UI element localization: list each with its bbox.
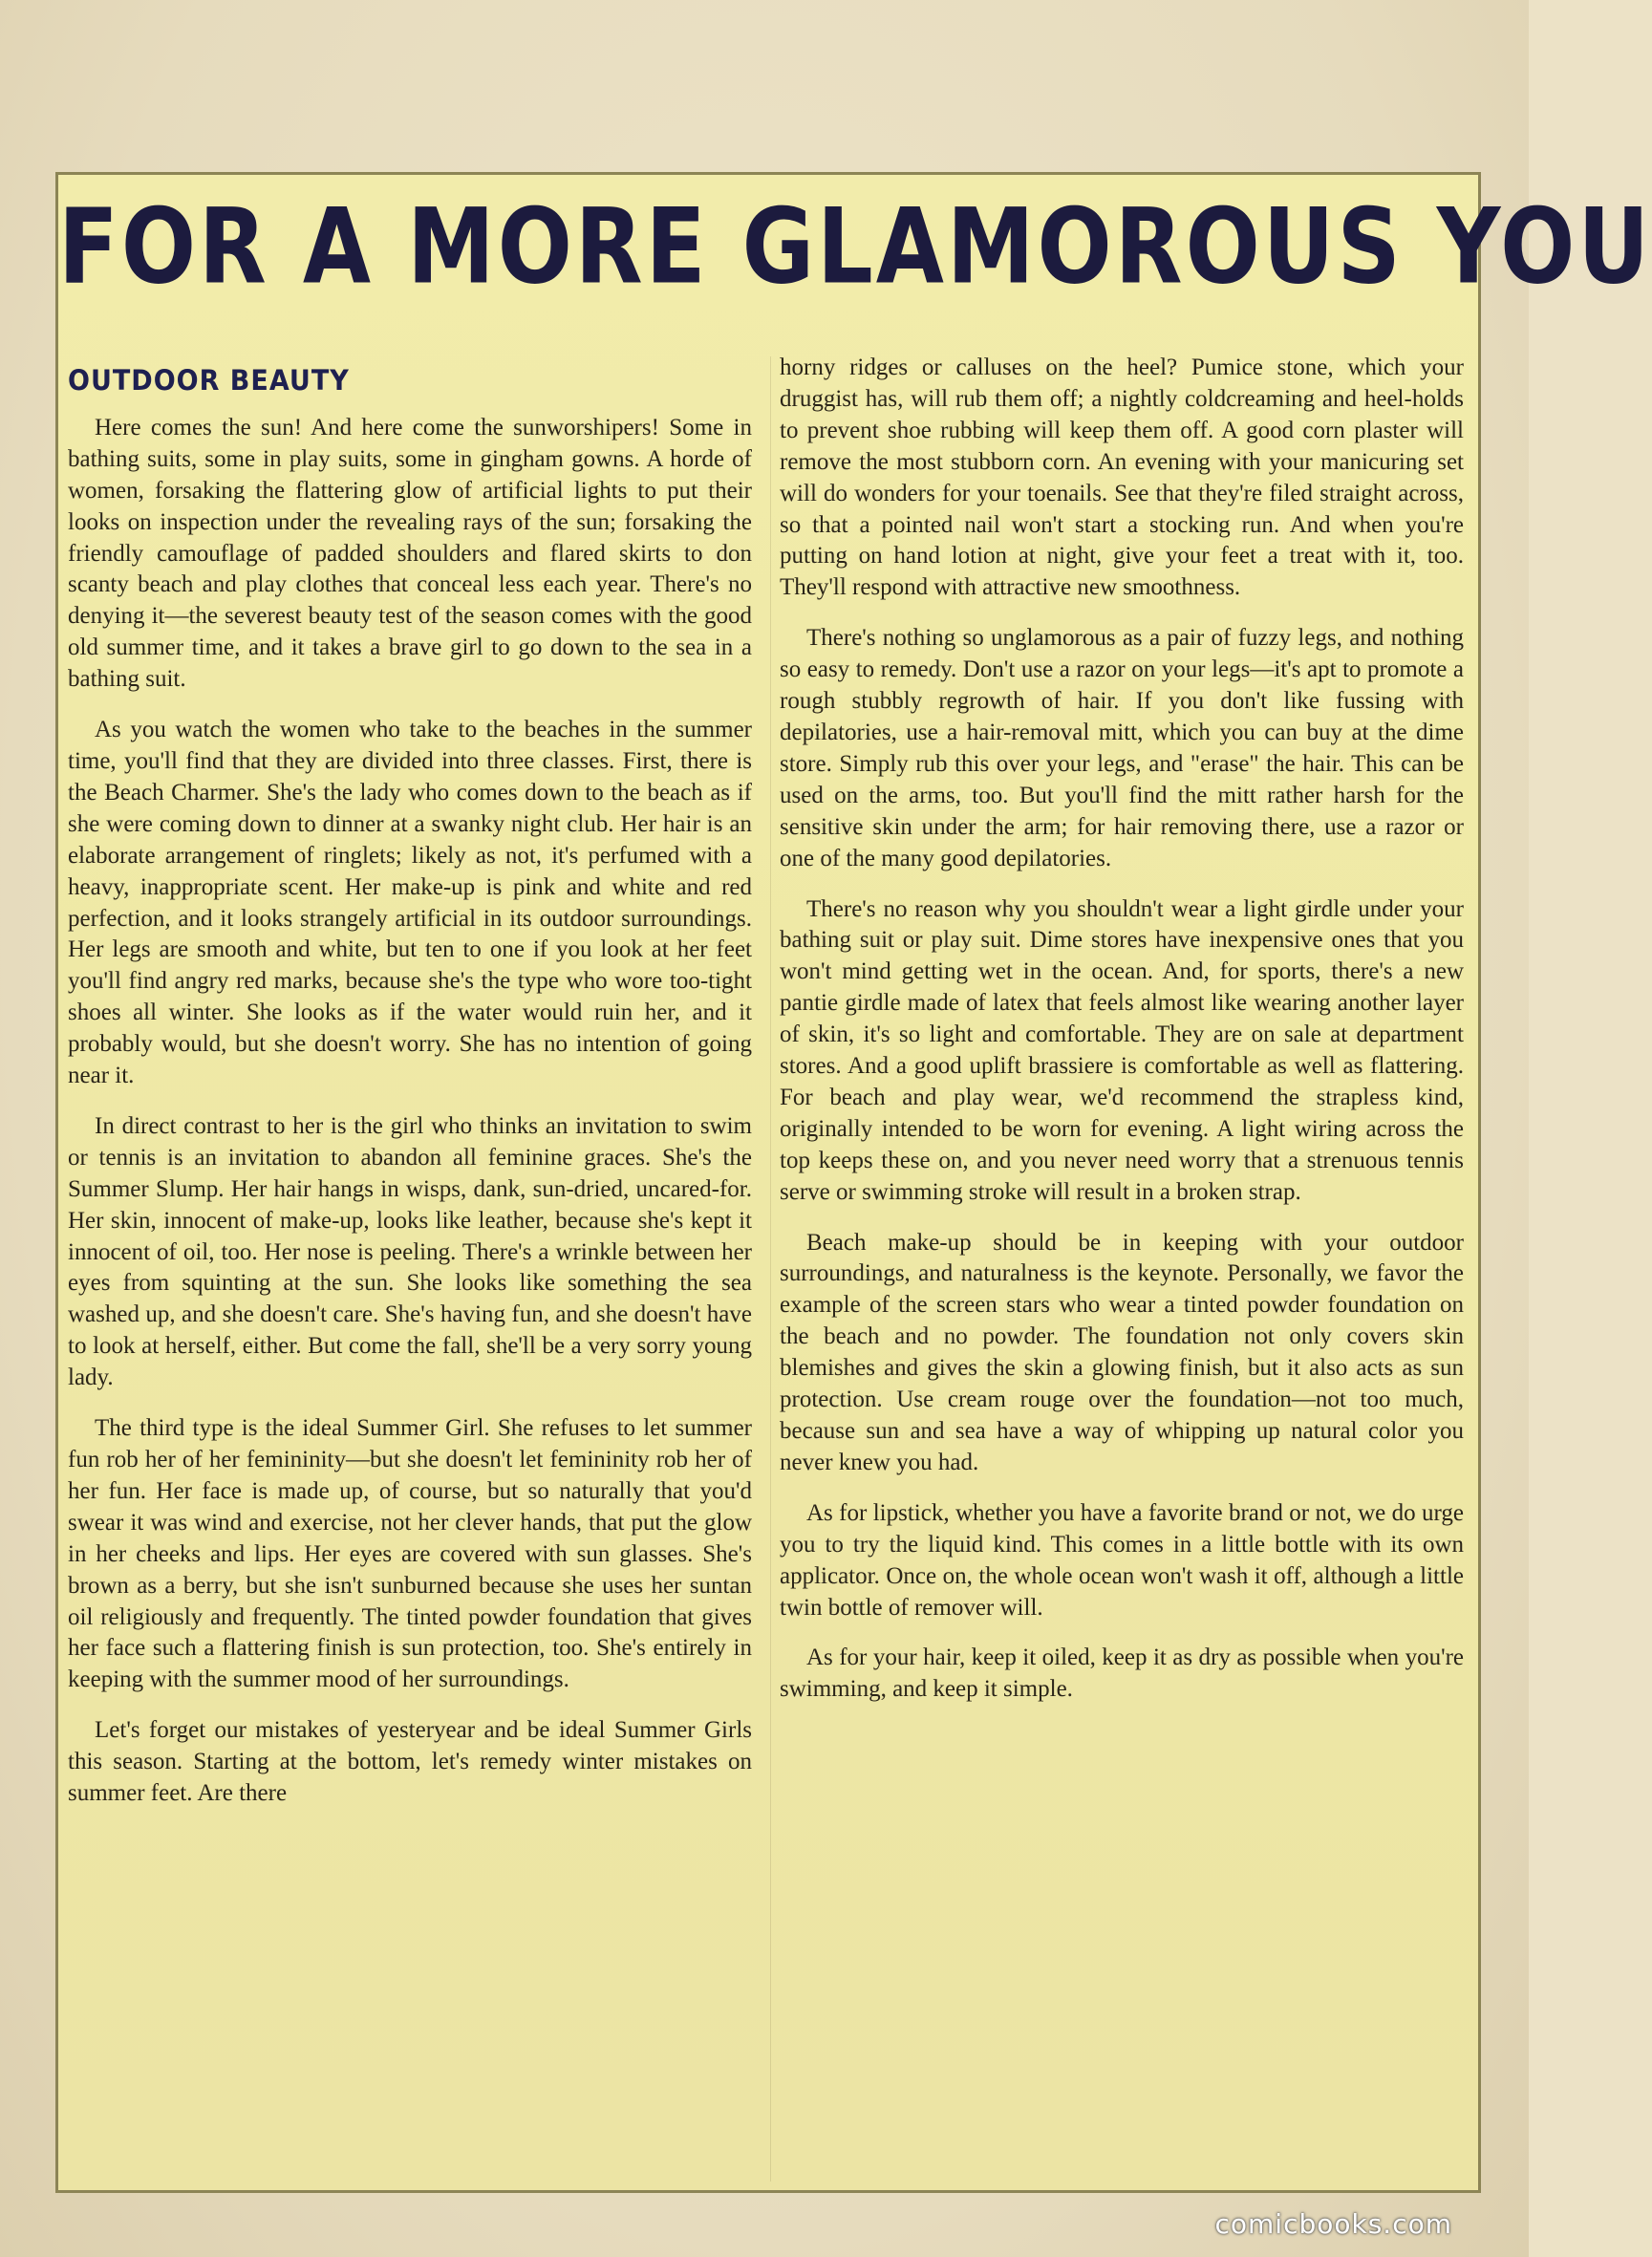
paragraph: In direct contrast to her is the girl who thinks an invitation to swim or tennis is an invitation to abandon all feminine graces. She's the Summer Slump. Her hair hangs in wisps, dank, sun-dried, uncared-for. Her skin, innocent of make-up, looks like leather, because she's kept it innocent of oil, too. Her nose is peeling. There's a wrinkle between her eyes from squinting at the sun. She looks like something the sea washed up, and she doesn't care. She's having fun, and she doesn't have to look at herself, either. But come the fall, she'll be a very sorry young lady. xyxy=(68,1112,752,1391)
paragraph: Here comes the sun! And here come the sunworshipers! Some in bathing suits, some in play suits, some in gingham gowns. A horde of women, forsaking the flattering glow of artificial lights to put their looks on inspection under the revealing rays of the sun; forsaking the friendly camouflage of padded shoulders and flared skirts to don scanty beach and play clothes that conceal less each year. There's no denying it—the severest beauty test of the season comes with the good old summer time, and it takes a brave girl to go down to the sea in a bathing suit. xyxy=(68,414,752,693)
right-column xyxy=(780,353,1464,1725)
paragraph: horny ridges or calluses on the heel? Pumice stone, which your druggist has, will rub them off; a nightly coldcreaming and heel-holds to prevent shoe rubbing will keep them off. A good corn plaster will remove the most stubborn corn. An evening with your manicuring set will do wonders for your toenails. See that they're filed straight across, so that a pointed nail won't start a stocking run. And when you're putting on hand lotion at night, give your feet a treat with it, too. They'll respond with attractive new smoothness. xyxy=(780,355,1464,601)
column-divider xyxy=(770,356,771,2182)
paragraph: As for your hair, keep it oiled, keep it as dry as possible when you're swimming, and keep it simple. xyxy=(780,1644,1464,1703)
left-column xyxy=(68,366,752,1829)
paragraph: Beach make-up should be in keeping with your outdoor surroundings, and naturalness is the keynote. Personally, we favor the example of the screen stars who wear a tinted powder foundation on the beach and no powder. The foundation not only covers skin blemishes and gives the skin a glowing finish, but it also acts as sun protection. Use cream rouge over the foundation—not too much, because sun and sea have a way of whipping up natural color you never knew you had. xyxy=(780,1229,1464,1475)
paragraph: As for lipstick, whether you have a favorite brand or not, we do urge you to try the liquid kind. This comes in a little bottle with its own applicator. Once on, the whole ocean won't wash it off, although a little twin bottle of remover will. xyxy=(780,1499,1464,1621)
article-title: FOR A MORE GLAMOROUS YOU xyxy=(58,186,1652,308)
watermark: comicbooks.com xyxy=(1214,2208,1452,2240)
section-heading: OUTDOOR BEAUTY xyxy=(68,364,350,398)
paragraph: Let's forget our mistakes of yesteryear and be ideal Summer Girls this season. Starting at the bottom, let's remedy winter mistakes on summer feet. Are there xyxy=(68,1717,752,1807)
paragraph: The third type is the ideal Summer Girl. She refuses to let summer fun rob her of her femininity—but she doesn't let femininity rob her of her fun. Her face is made up, of course, but so naturally that you'd swear it was wind and exercise, not her clever hands, that put the glow in her cheeks and lips. Her eyes are covered with sun glasses. She's brown as a berry, but she isn't sunburned because she uses her suntan oil religiously and frequently. The tinted powder foundation that gives her face such a flattering finish is sun protection, too. She's entirely in keeping with the summer mood of her surroundings. xyxy=(68,1415,752,1693)
paragraph: As you watch the women who take to the beaches in the summer time, you'll find that they are divided into three classes. First, there is the Beach Charmer. She's the lady who comes down to the beach as if she were coming down to dinner at a swanky night club. Her hair is an elaborate arrangement of ringlets; likely as not, it's perfumed with a heavy, inappropriate scent. Her make-up is pink and white and red perfection, and it looks strangely artificial in its outdoor surroundings. Her legs are smooth and white, but ten to one if you look at her feet you'll find angry red marks, because she's the type who wore too-tight shoes all winter. She looks as if the water would ruin her, and it probably would, but she doesn't worry. She has no intention of going near it. xyxy=(68,717,752,1089)
paragraph: There's no reason why you shouldn't wear a light girdle under your bathing suit or play suit. Dime stores have inexpensive ones that you won't mind getting wet in the ocean. And, for sports, there's a new pantie girdle made of latex that feels almost like wearing another layer of skin, it's so light and comfortable. They are on sale at department stores. And a good uplift brassiere is comfortable as well as flattering. For beach and play wear, we'd recommend the strapless kind, originally intended to be worn for evening. A light wiring across the top keeps these on, and you never need worry that a strenuous tennis serve or swimming stroke will result in a broken strap. xyxy=(780,895,1464,1205)
paragraph: There's nothing so unglamorous as a pair of fuzzy legs, and nothing so easy to remedy. Don't use a razor on your legs—it's apt to promote a rough stubbly regrowth of hair. If you don't like fussing with depilatories, use a hair-removal mitt, which you can buy at the dime store. Simply rub this over your legs, and "erase" the hair. This can be used on the arms, too. But you'll find the mitt rather harsh for the sensitive skin under the arm; for hair removing there, use a razor or one of the many good depilatories. xyxy=(780,625,1464,871)
article-panel xyxy=(55,172,1652,2193)
